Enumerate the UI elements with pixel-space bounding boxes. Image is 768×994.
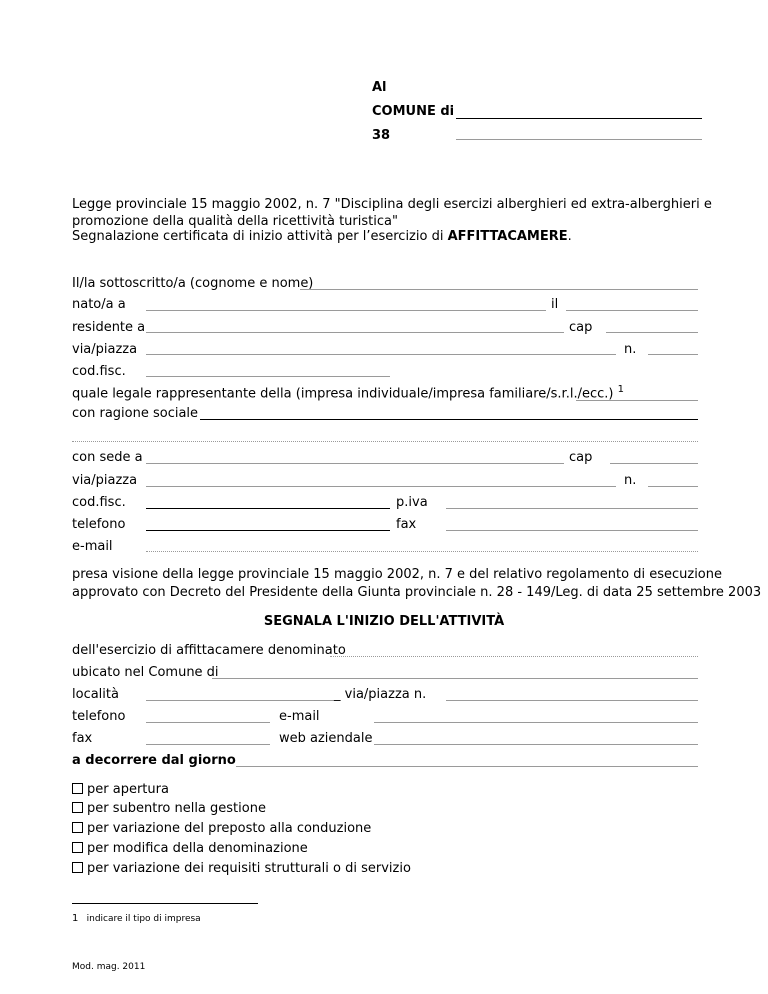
resident-cap-field[interactable] xyxy=(606,332,698,333)
website-label: web aziendale xyxy=(279,731,373,746)
location-street-label: _ via/piazza n. xyxy=(334,687,427,702)
birthdate-label: il xyxy=(551,297,559,312)
vat-field[interactable] xyxy=(446,508,698,509)
activity-email-label: e-mail xyxy=(279,709,320,724)
company-phone-field[interactable] xyxy=(146,530,390,531)
company-street-label: via/piazza xyxy=(72,473,138,488)
footnote-ref: 1 xyxy=(617,384,624,395)
vat-label: p.iva xyxy=(396,495,428,510)
company-fax-label: fax xyxy=(396,517,417,532)
footnote-separator xyxy=(72,903,258,904)
company-name-label: con ragione sociale xyxy=(72,406,199,421)
company-seat-label: con sede a xyxy=(72,450,143,465)
establishment-name-field[interactable] xyxy=(330,656,698,657)
checkbox-icon[interactable] xyxy=(72,783,83,794)
residence-field[interactable] xyxy=(146,332,564,333)
company-cap-field[interactable] xyxy=(610,463,698,464)
intro-line-1: Legge provinciale 15 maggio 2002, n. 7 "Disciplina degli esercizi alberghieri ed extra-alberghieri e xyxy=(72,197,712,212)
checkbox-icon[interactable] xyxy=(72,842,83,853)
option-manager-change[interactable]: per variazione del preposto alla conduzione xyxy=(72,821,371,836)
resident-label: residente a xyxy=(72,320,146,335)
company-seat-field[interactable] xyxy=(146,463,564,464)
codfisc-label: cod.fisc. xyxy=(72,364,126,379)
intro-line-2: promozione della qualità della ricettività turistica" xyxy=(72,214,398,229)
option-opening[interactable]: per apertura xyxy=(72,782,169,797)
company-fax-field[interactable] xyxy=(446,530,698,531)
checkbox-icon[interactable] xyxy=(72,822,83,833)
activity-fax-label: fax xyxy=(72,731,93,746)
location-comune-label: ubicato nel Comune di xyxy=(72,665,219,680)
location-street-field[interactable] xyxy=(446,700,698,701)
locality-field[interactable] xyxy=(146,700,334,701)
codfisc-field[interactable] xyxy=(146,376,390,377)
company-email-field[interactable] xyxy=(146,551,698,552)
activity-phone-label: telefono xyxy=(72,709,126,724)
website-field[interactable] xyxy=(374,744,698,745)
company-name-field[interactable] xyxy=(200,419,698,420)
activity-email-field[interactable] xyxy=(374,722,698,723)
start-date-label: a decorrere dal giorno xyxy=(72,753,236,768)
legal-rep-label: quale legale rappresentante della (impresa individuale/impresa familiare/s.r.l./ecc.) $^1$ xyxy=(72,384,624,402)
street-field[interactable] xyxy=(146,354,616,355)
option-requirements-change[interactable]: per variazione dei requisiti strutturali o di servizio xyxy=(72,861,411,876)
footnote xyxy=(72,910,201,925)
postal-code-prefix: 38 xyxy=(372,128,391,143)
activity-type: AFFITTACAMERE xyxy=(447,229,568,244)
company-email-label: e-mail xyxy=(72,539,113,554)
street-label: via/piazza xyxy=(72,342,138,357)
footnote-number: 1 xyxy=(72,913,79,924)
company-type-field[interactable] xyxy=(576,400,698,401)
comune-label: COMUNE di xyxy=(372,104,455,119)
company-street-field[interactable] xyxy=(146,486,616,487)
checkbox-icon[interactable] xyxy=(72,802,83,813)
vision-line-2: approvato con Decreto del Presidente della Giunta provinciale n. 28 - 149/Leg. di data 25 settembre 2003 xyxy=(72,585,762,600)
checkbox-icon[interactable] xyxy=(72,862,83,873)
birthdate-field[interactable] xyxy=(566,310,698,311)
activity-phone-field[interactable] xyxy=(146,722,270,723)
intro-line-3: Segnalazione certificata di inizio attività per l’esercizio di AFFITTACAMERE. xyxy=(72,229,572,244)
option-name-change[interactable]: per modifica della denominazione xyxy=(72,841,308,856)
comune-field[interactable] xyxy=(456,118,702,119)
start-date-field[interactable] xyxy=(236,766,698,767)
option-takeover[interactable]: per subentro nella gestione xyxy=(72,801,266,816)
locality-label: località xyxy=(72,687,119,702)
birthplace-field[interactable] xyxy=(146,310,546,311)
company-phone-label: telefono xyxy=(72,517,126,532)
section-title: SEGNALA L'INIZIO DELL'ATTIVITÀ xyxy=(263,614,505,629)
activity-fax-field[interactable] xyxy=(146,744,270,745)
company-name-field-2[interactable] xyxy=(72,441,698,442)
vision-line-1: presa visione della legge provinciale 15 maggio 2002, n. 7 e del relativo regolamento di esecuzione xyxy=(72,567,722,582)
location-comune-field[interactable] xyxy=(212,678,698,679)
street-number-field[interactable] xyxy=(648,354,698,355)
street-number-label: n. xyxy=(624,342,637,357)
company-codfisc-field[interactable] xyxy=(146,508,390,509)
company-number-field[interactable] xyxy=(648,486,698,487)
resident-cap-label: cap xyxy=(569,320,593,335)
footnote-text: indicare il tipo di impresa xyxy=(86,914,201,924)
name-label: Il/la sottoscritto/a (cognome e nome) xyxy=(72,276,314,291)
postal-code-field[interactable] xyxy=(456,139,702,140)
born-label: nato/a a xyxy=(72,297,126,312)
company-number-label: n. xyxy=(624,473,637,488)
establishment-name-label: dell'esercizio di affittacamere denominato xyxy=(72,643,346,658)
company-cap-label: cap xyxy=(569,450,593,465)
company-codfisc-label: cod.fisc. xyxy=(72,495,126,510)
form-version: Mod. mag. 2011 xyxy=(72,962,146,972)
name-field[interactable] xyxy=(300,289,698,290)
addressee-label: Al xyxy=(372,80,387,95)
